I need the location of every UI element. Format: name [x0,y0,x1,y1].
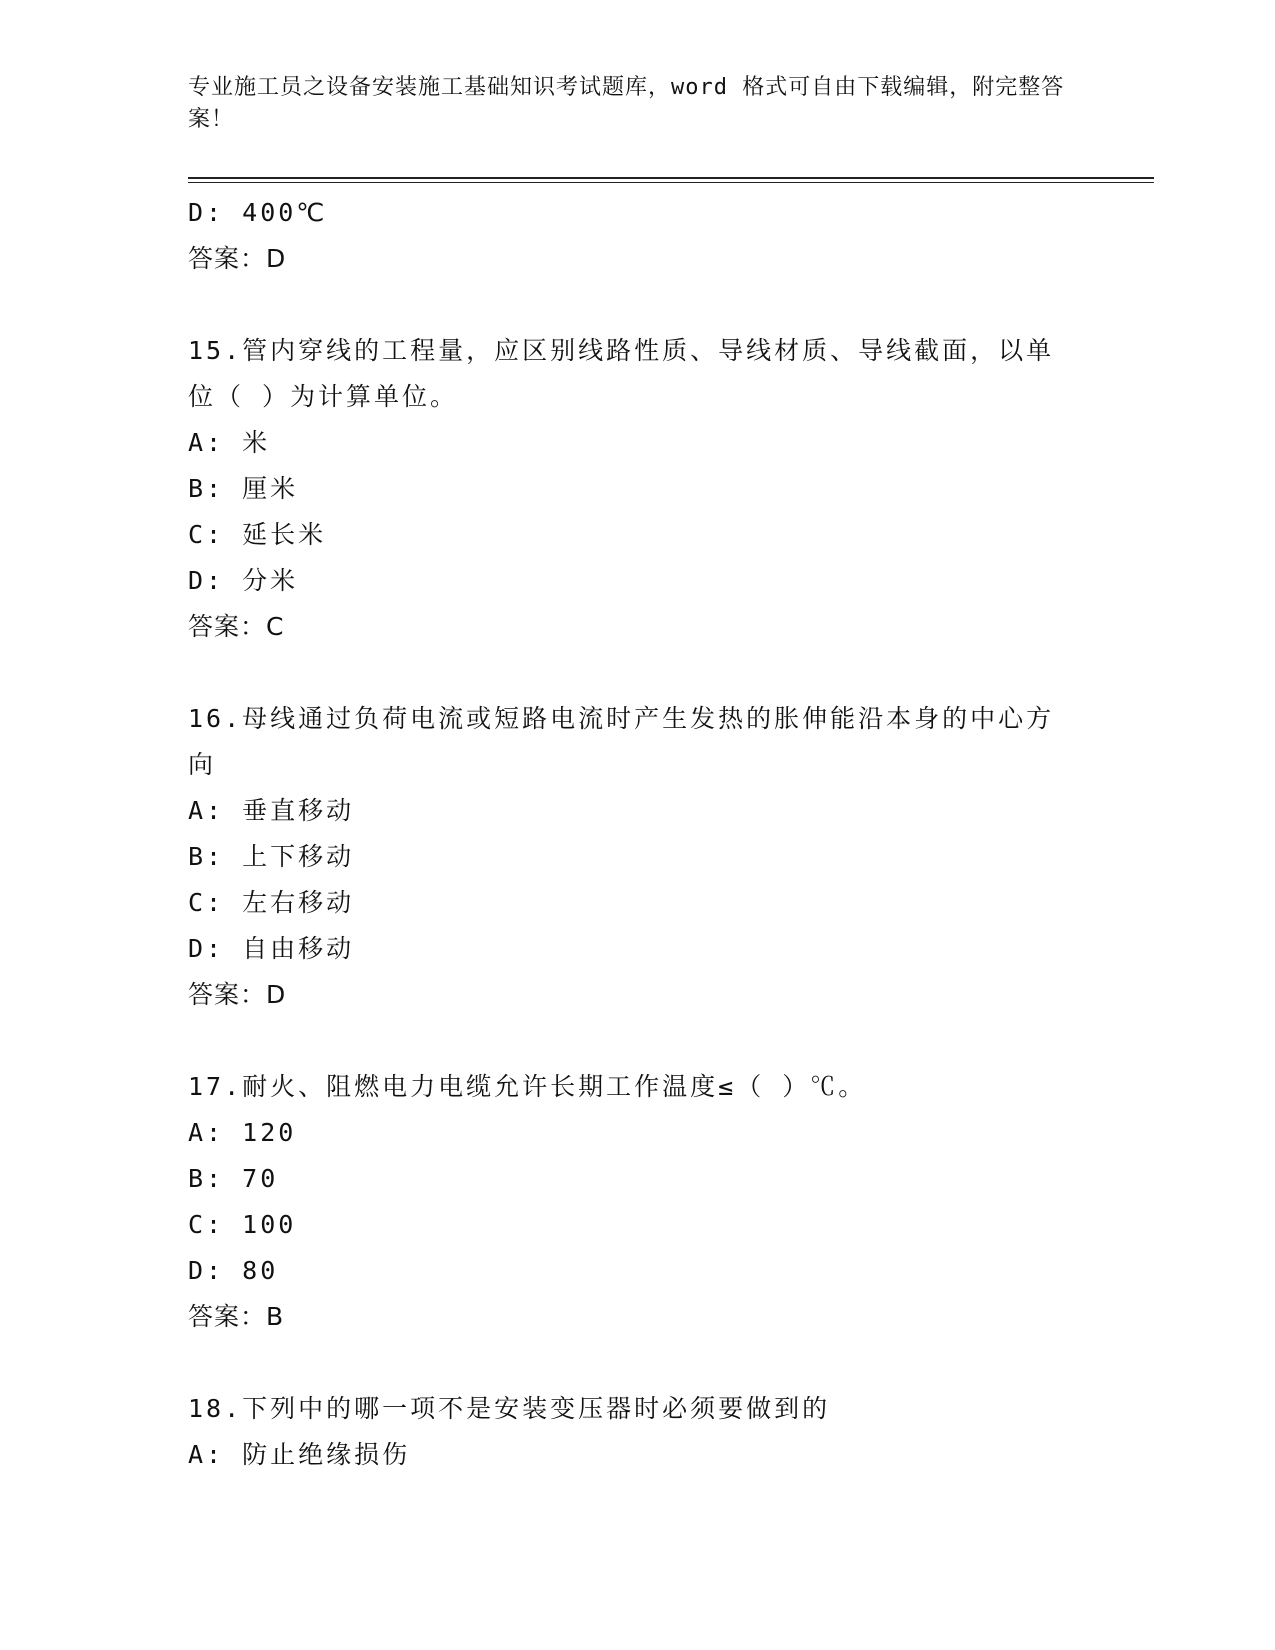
option-a: A: 垂直移动 [188,796,355,825]
answer-line: 答案：D [188,980,287,1009]
question-text-line-1: 15.管内穿线的工程量，应区别线路性质、导线材质、导线截面，以单 [188,336,1055,365]
spacer [188,1018,1088,1064]
option-a: A: 米 [188,428,271,457]
option-a: A: 防止绝缘损伤 [188,1440,411,1469]
option-c: C: 延长米 [188,520,327,549]
option-c: C: 左右移动 [188,888,355,917]
option-d: D: 自由移动 [188,934,355,963]
question-text-line-2: 向 [188,750,217,779]
question-16 [188,696,1088,1018]
question-15 [188,328,1088,650]
page-header: 专业施工员之设备安装施工基础知识考试题库，word 格式可自由下载编辑，附完整答案！ [188,75,1065,132]
option-c: C: 100 [188,1210,297,1239]
spacer [188,650,1088,696]
question-text: 17.耐火、阻燃电力电缆允许长期工作温度≤（ ）℃。 [188,1072,867,1101]
question-list [188,190,1088,1478]
option-line: D: 400℃ [188,198,328,227]
answer-line: 答案：C [188,612,285,641]
option-a: A: 120 [188,1118,297,1147]
option-b: B: 70 [188,1164,279,1193]
question-text: 18.下列中的哪一项不是安装变压器时必须要做到的 [188,1394,831,1423]
option-b: B: 厘米 [188,474,299,503]
header-divider-thin [188,182,1154,183]
option-b: B: 上下移动 [188,842,355,871]
option-d: D: 分米 [188,566,299,595]
spacer [188,1340,1088,1386]
question-17 [188,1064,1088,1340]
header-divider-thick [188,177,1154,179]
answer-line: 答案：D [188,244,287,273]
answer-line: 答案：B [188,1302,285,1331]
question-18 [188,1386,1088,1478]
option-d: D: 80 [188,1256,279,1285]
question-text-line-1: 16.母线通过负荷电流或短路电流时产生发热的胀伸能沿本身的中心方 [188,704,1055,733]
spacer [188,282,1088,328]
question-text-line-2: 位（ ）为计算单位。 [188,382,459,411]
